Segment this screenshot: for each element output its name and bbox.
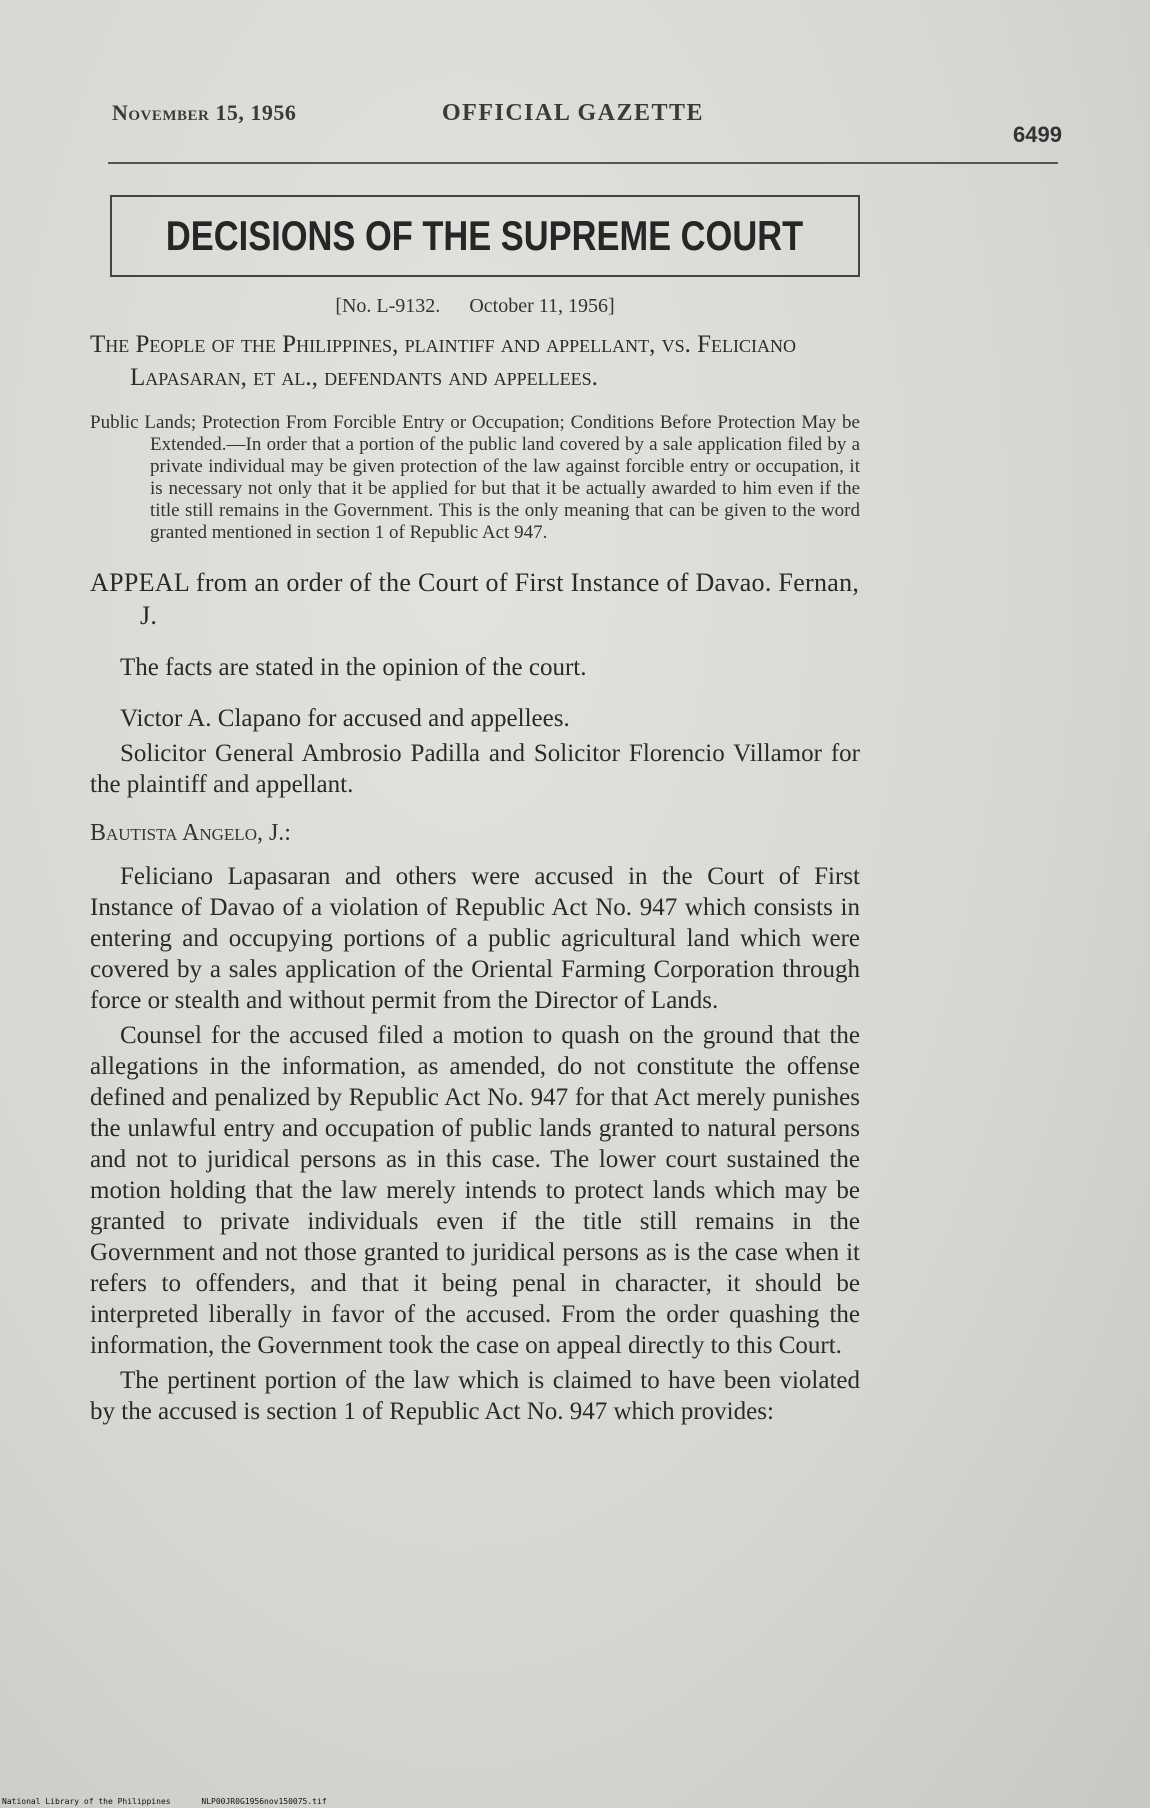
page-number: 6499 — [1013, 122, 1062, 147]
case-date: October 11, 1956] — [469, 295, 615, 317]
counsel-appellees: Victor A. Clapano for accused and appellees. — [120, 705, 570, 732]
header-rule — [108, 162, 1058, 164]
case-number: [No. L-9132. — [335, 295, 441, 317]
header-date: November 15, 1956 — [112, 100, 297, 125]
page-header — [112, 100, 1062, 147]
case-number-line — [90, 295, 860, 318]
header-publication: OFFICIAL GAZETTE — [442, 100, 705, 126]
footer-filename: NLP00JR0G1956nov150075.tif — [201, 1797, 327, 1806]
opinion-paragraph: Counsel for the accused filed a motion to quash on the ground that the allegations in the information, as amended, do not constitute the offense defined and penalized by Republic Act No. 947 for that Act merely punishes the unlawful entry and occupation of public lands granted to natural persons and not to juridical persons as in this case. The lower court sustained the motion holding that the law merely intends to protect lands which may be granted to private individuals even if the title still remains in the Government and not those granted to juridical persons as is the case when it refers to offenders, and that it being penal in character, it should be interpreted liberally in favor of the accused. From the order quashing the information, the Government took the case on appeal directly to this Court. — [90, 1022, 860, 1359]
opinion-paragraph: Feliciano Lapasaran and others were accused in the Court of First Instance of Davao of a violation of Republic Act No. 947 which consists in entering and occupying portions of a public agricultural land which were covered by a sales application of the Oriental Farming Corporation through force or stealth and without permit from the Director of Lands. — [90, 863, 860, 1014]
decision-body — [90, 295, 860, 1427]
facts-statement: The facts are stated in the opinion of the court. — [120, 654, 587, 681]
case-parties: The People of the Philippines, plaintiff and appellant, vs. Feliciano Lapasaran, et al., defendants and appellees. — [90, 331, 796, 391]
section-title: DECISIONS OF THE SUPREME COURT — [166, 212, 804, 259]
syllabus: Public Lands; Protection From Forcible Entry or Occupation; Conditions Before Protection May be Extended.—In order that a portion of the public land covered by a sale application filed by a private individual may be given protection of the law against forcible entry or occupation, it is necessary not only that it be applied for but that it be actually awarded to him even if the title still remains in the Government. This is the only meaning that can be given to the word granted mentioned in section 1 of Republic Act 947. — [90, 412, 860, 543]
appeal-line: APPEAL from an order of the Court of First Instance of Davao. Fernan, J. — [90, 568, 860, 630]
opinion-author: Bautista Angelo, J.: — [90, 820, 291, 846]
opinion-paragraph: The pertinent portion of the law which is claimed to have been violated by the accused is section 1 of Republic Act No. 947 which provides: — [90, 1367, 860, 1425]
footer-library: National Library of the Philippines — [2, 1797, 171, 1806]
counsel-appellant: Solicitor General Ambrosio Padilla and Solicitor Florencio Villamor for the plaintiff and appellant. — [90, 740, 860, 798]
section-title-box — [110, 195, 860, 277]
scan-footer — [2, 1797, 353, 1806]
